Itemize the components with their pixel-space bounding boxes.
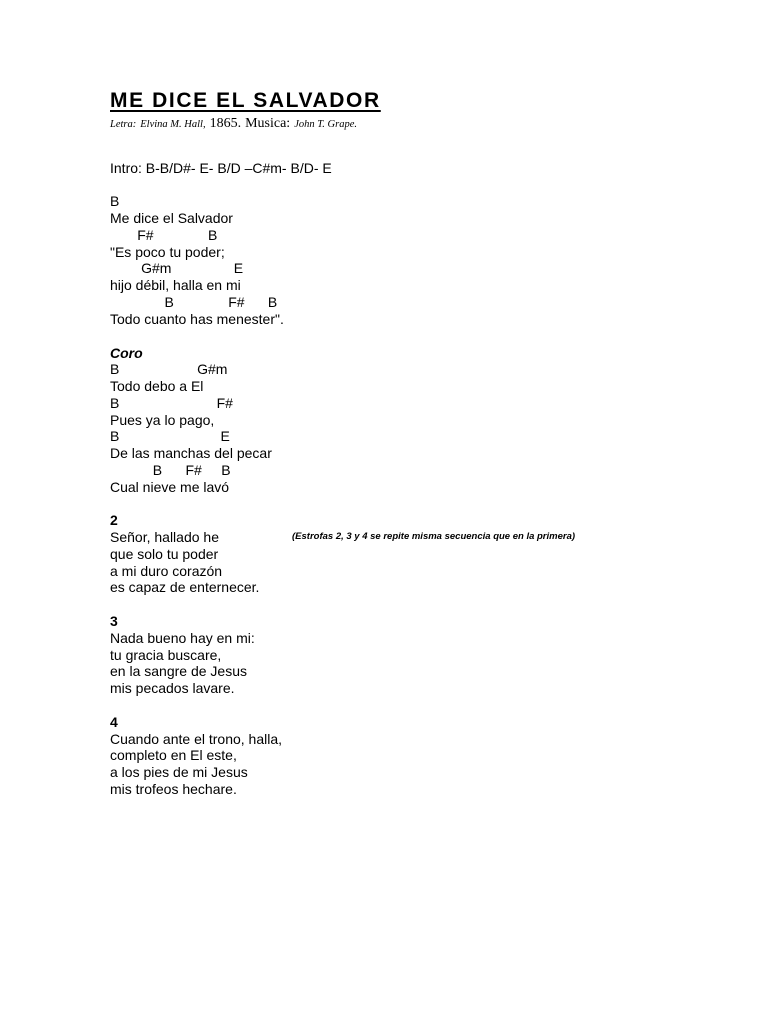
verse3-number: 3 xyxy=(110,613,118,629)
verse2-line: que solo tu poder xyxy=(110,546,219,562)
verse2-number: 2 xyxy=(110,512,118,528)
song-credits xyxy=(110,114,357,132)
chorus-line: Pues ya lo pago, xyxy=(110,412,215,428)
verse1-line: Me dice el Salvador xyxy=(110,210,233,226)
verse4-line: Cuando ante el trono, halla, xyxy=(110,731,283,747)
verse1-line: Todo cuanto has menester". xyxy=(110,311,284,327)
chorus-line: Todo debo a El xyxy=(110,378,204,394)
chorus-label: Coro xyxy=(110,345,143,361)
music-label: Musica: xyxy=(245,116,291,131)
verse1-line: G#m E xyxy=(110,260,244,276)
chorus-line: B E xyxy=(110,428,230,444)
verse2-line: a mi duro corazón xyxy=(110,563,223,579)
verse4-number: 4 xyxy=(110,714,118,730)
verse1-line: "Es poco tu poder; xyxy=(110,244,225,260)
verse2-line: es capaz de enternecer. xyxy=(110,579,260,595)
chorus-line: B G#m xyxy=(110,361,228,377)
verse4-line: a los pies de mi Jesus xyxy=(110,764,248,780)
verse3-line: mis pecados lavare. xyxy=(110,680,235,696)
verse3-line: en la sangre de Jesus xyxy=(110,663,247,679)
chorus-line: B F# xyxy=(110,395,233,411)
year: 1865. xyxy=(209,116,242,131)
lyrics-label: Letra: xyxy=(110,119,137,130)
verse4-line: mis trofeos hechare. xyxy=(110,781,237,797)
repeat-note: (Estrofas 2, 3 y 4 se repite misma secuencia que en la primera) xyxy=(292,531,576,542)
intro-chords: Intro: B-B/D#- E- B/D –C#m- B/D- E xyxy=(110,160,332,176)
chorus-line: B F# B xyxy=(110,462,231,478)
verse1-line: F# B xyxy=(110,227,218,243)
chorus-line: Cual nieve me lavó xyxy=(110,479,230,495)
verse1-line: hijo débil, halla en mi xyxy=(110,277,241,293)
music-author: John T. Grape. xyxy=(294,119,357,130)
verse3-line: tu gracia buscare, xyxy=(110,647,222,663)
verse1-line: B F# B xyxy=(110,294,278,310)
verse1-line: B xyxy=(110,193,120,209)
verse3-line: Nada bueno hay en mi: xyxy=(110,630,255,646)
verse4-line: completo en El este, xyxy=(110,747,237,763)
song-title: ME DICE EL SALVADOR xyxy=(110,89,381,112)
lyrics-author: Elvina M. Hall, xyxy=(140,119,206,130)
chorus-line: De las manchas del pecar xyxy=(110,445,272,461)
verse2-line: Señor, hallado he xyxy=(110,529,219,545)
